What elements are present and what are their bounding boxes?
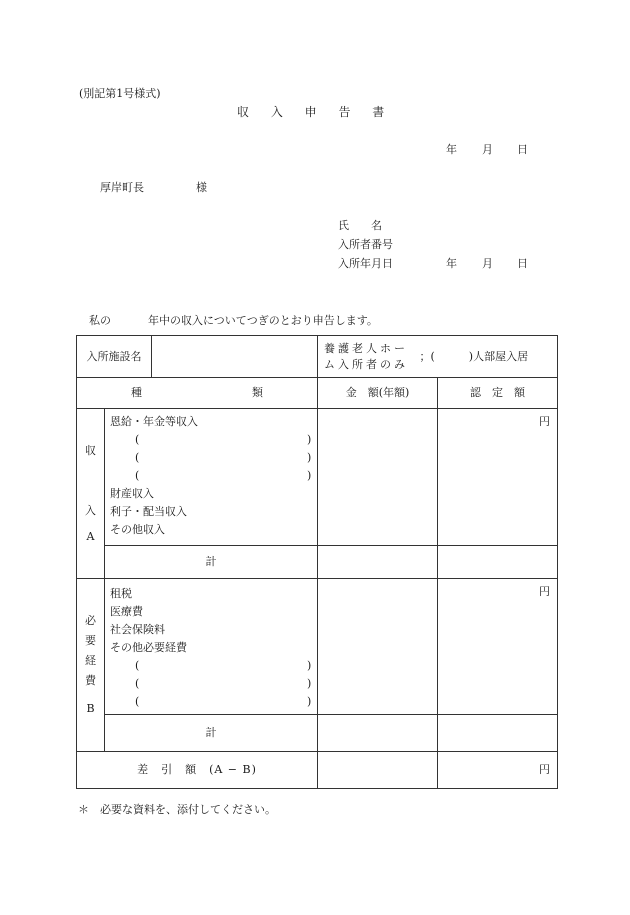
expense-paren-row[interactable]: ( ) [135,677,312,690]
name-label: 氏 名 [338,219,382,232]
room-prefix: ；( [419,349,435,363]
income-label-2: 入 [85,503,96,517]
income-paren-row[interactable]: ( ) [135,433,312,446]
expense-subtotal-certified-input[interactable] [438,715,558,752]
income-subtotal-row [77,546,558,579]
expense-subtotal-label-cell [105,715,318,752]
statement-text: 年中の収入についてつぎのとおり申告します。 [148,314,378,327]
expense-items-cell [105,579,318,715]
date-month: 月 [482,143,493,156]
date-year: 年 [446,143,457,156]
admission-year: 年 [446,257,457,270]
expense-label-2: 要 [85,634,96,647]
income-certified-cell[interactable] [438,409,558,546]
difference-label-cell [77,752,318,789]
form-number: (別記第1号様式) [79,87,161,100]
room-count-field[interactable] [420,348,529,366]
expense-amount-input[interactable] [318,579,438,715]
col-amount-header [318,378,438,409]
expense-item-insurance: 社会保険料 [110,623,165,636]
income-item-interest: 利子・配当収入 [110,505,187,518]
expense-subtotal-label: 計 [205,726,217,739]
col-amount: 金 額(年額) [345,386,410,399]
income-item-pension: 恩給・年金等収入 [110,415,198,428]
statement-prefix: 私の [89,314,111,327]
nursing-home-label [324,341,408,373]
facility-row [77,336,558,378]
expense-label-4: 費 [85,674,96,687]
income-paren-row[interactable]: ( ) [135,469,312,482]
resident-number-label: 入所者番号 [338,238,393,251]
admission-month: 月 [482,257,493,270]
footnote: ＊ 必要な資料を、添付してください。 [78,803,276,816]
income-paren-row[interactable]: ( ) [135,451,312,464]
addressee-name: 厚岸町長 [100,181,144,194]
nursing-home-line1: 養護老人ホー [324,341,408,355]
difference-certified-cell[interactable] [438,752,558,789]
expense-subtotal-row [77,715,558,752]
col-certified: 認 定 額 [470,386,525,399]
col-type-2: 類 [252,386,263,399]
document-title: 収 入 申 告 書 [237,105,385,119]
difference-yen-unit: 円 [539,763,550,776]
col-certified-header [438,378,558,409]
difference-label: 差 引 額 (A − B) [137,763,257,776]
nursing-home-cell [318,336,558,378]
expense-label-5: B [86,702,95,715]
income-item-other: その他収入 [110,523,165,536]
income-section-label [77,409,105,579]
column-header-row [77,378,558,409]
difference-amount-input[interactable] [318,752,438,789]
expense-item-medical: 医療費 [110,605,143,618]
col-type-header [77,378,318,409]
expense-yen-unit: 円 [539,585,550,598]
income-subtotal-amount-input[interactable] [318,546,438,579]
income-subtotal-label: 計 [205,555,217,568]
facility-label: 入所施設名 [86,349,142,363]
expense-item-tax: 租税 [110,587,132,600]
income-label-3: A [86,529,95,543]
income-declaration-table [76,335,558,789]
admission-day: 日 [517,257,528,270]
expense-subtotal-amount-input[interactable] [318,715,438,752]
expense-label-3: 経 [85,654,96,667]
expense-paren-row[interactable]: ( ) [135,659,312,672]
expense-items-row [77,579,558,715]
income-label-1: 収 [85,443,96,457]
expense-certified-cell[interactable] [438,579,558,715]
facility-name-input[interactable] [152,336,318,378]
col-type-1: 種 [131,386,142,399]
expense-label-1: 必 [85,614,96,627]
date-day: 日 [517,143,528,156]
addressee-honorific: 様 [196,181,207,194]
room-suffix: )人部屋入居 [468,349,529,363]
expense-item-other: その他必要経費 [110,641,187,654]
income-subtotal-label-cell [105,546,318,579]
income-subtotal-certified-input[interactable] [438,546,558,579]
income-yen-unit: 円 [539,415,550,428]
income-amount-input[interactable] [318,409,438,546]
expense-paren-row[interactable]: ( ) [135,695,312,708]
admission-date-label: 入所年月日 [338,257,393,270]
nursing-home-line2: ム入所者のみ [324,357,408,371]
income-items-row [77,409,558,546]
difference-row [77,752,558,789]
expense-section-label [77,579,105,752]
income-items-cell [105,409,318,546]
income-item-property: 財産収入 [110,487,154,500]
facility-label-cell [77,336,152,378]
